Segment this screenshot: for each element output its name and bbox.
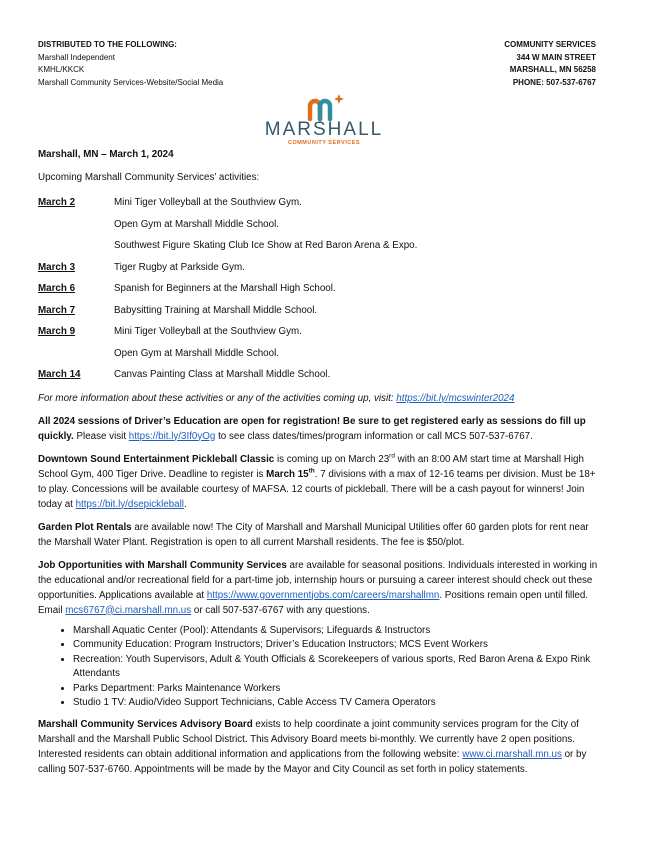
intro-text: Upcoming Marshall Community Services’ activities: bbox=[38, 172, 260, 183]
ordinal-suffix: th bbox=[308, 467, 315, 475]
distribution-line: Marshall Community Services-Website/Social Media bbox=[38, 77, 224, 87]
pickleball-headline: Downtown Sound Entertainment Pickleball Classic bbox=[38, 453, 275, 465]
schedule-row bbox=[38, 260, 603, 282]
advisory-text: exists to help coordinate a joint community services program for the City of Marshall and the Marshall Public School District. This Advisory Board meets bi-monthly. We currently have 2 open positions. Interested residents can obtain additional information and applications from the following website: bbox=[38, 718, 579, 760]
more-info-note bbox=[38, 391, 603, 406]
sender-address bbox=[504, 39, 596, 89]
more-info-link[interactable]: https://bit.ly/mcswinter2024 bbox=[396, 392, 515, 404]
garden-headline: Garden Plot Rentals bbox=[38, 521, 132, 533]
release-body bbox=[38, 147, 603, 785]
jobs-text: or call 507-537-6767 with any questions. bbox=[191, 604, 370, 616]
advisory-link[interactable]: www.ci.marshall.mn.us bbox=[462, 748, 562, 760]
activity-schedule bbox=[38, 195, 603, 389]
logo-subtitle: COMMUNITY SERVICES bbox=[287, 140, 361, 146]
schedule-row bbox=[38, 367, 603, 389]
schedule-event: Tiger Rugby at Parkside Gym. bbox=[114, 261, 245, 273]
sender-city: MARSHALL, MN 56258 bbox=[509, 65, 596, 74]
sender-org: COMMUNITY SERVICES bbox=[504, 40, 596, 49]
pickleball-text: with an 8:00 AM start time at Marshall High School Gym, 400 Tiger Drive. Deadline to register is bbox=[38, 453, 584, 480]
jobs-email-link[interactable]: mcs6767@ci.marshall.mn.us bbox=[65, 604, 192, 616]
ordinal-suffix: rd bbox=[389, 452, 395, 460]
drivers-ed-link[interactable]: https://bit.ly/3If0yOg bbox=[128, 430, 216, 442]
drivers-ed-text: to see class dates/times/program information or call MCS 507-537-6767. bbox=[215, 430, 533, 442]
schedule-event: Spanish for Beginners at the Marshall High School. bbox=[114, 283, 336, 294]
more-info-text: For more information about these activities or any of the activities coming up, visit: bbox=[38, 392, 397, 404]
list-item: • Marshall Aquatic Center (Pool): Attendants & Supervisors; Lifeguards & Instructors bbox=[73, 624, 603, 639]
schedule-row bbox=[38, 281, 603, 303]
schedule-row bbox=[38, 303, 603, 325]
pickleball-text: . 7 divisions with a max of 12-16 teams per division. Must be 18+ to play. Concessions will be available courtesy of MAFSA. 12 courts of pickleball. There will be a cash payout for winners! Join today at bbox=[38, 468, 596, 510]
schedule-row bbox=[38, 217, 603, 239]
list-item: • Recreation: Youth Supervisors, Adult & Youth Officials & Scorekeepers of various sports, Red Baron Arena & Expo Rink Attendants bbox=[73, 653, 603, 682]
distribution-title: DISTRIBUTED TO THE FOLLOWING: bbox=[38, 40, 177, 49]
pickleball-paragraph bbox=[38, 452, 603, 512]
dateline: Marshall, MN – March 1, 2024 bbox=[38, 149, 174, 160]
logo-wordmark: MARSHALL bbox=[264, 119, 384, 140]
garden-text: are available now! The City of Marshall and Marshall Municipal Utilities offer 60 garden plots for rent near the Marshall Water Plant. Registration is open to all current Marshall residents. The fee is $50/plot. bbox=[38, 521, 589, 548]
list-item: • Parks Department: Parks Maintenance Workers bbox=[73, 682, 603, 697]
pickleball-text: . bbox=[183, 498, 187, 510]
schedule-date: March 3 bbox=[38, 261, 76, 273]
deadline-date: March 15 bbox=[266, 468, 309, 480]
advisory-paragraph bbox=[38, 717, 603, 777]
schedule-date: March 14 bbox=[38, 369, 81, 380]
jobs-headline: Job Opportunities with Marshall Community Services bbox=[38, 559, 287, 571]
advisory-text: or by calling 507-537-6760. Appointments will be made by the Mayor and City Council as set forth in policy statements. bbox=[38, 748, 587, 775]
garden-paragraph bbox=[38, 520, 603, 550]
distribution-list bbox=[38, 39, 223, 89]
list-item: • Studio 1 TV: Audio/Video Support Technicians, Cable Access TV Camera Operators bbox=[73, 696, 603, 711]
distribution-line: Marshall Independent bbox=[38, 52, 115, 62]
schedule-row bbox=[38, 238, 603, 260]
sender-street: 344 W MAIN STREET bbox=[516, 52, 596, 62]
jobs-paragraph bbox=[38, 558, 603, 618]
advisory-headline: Marshall Community Services Advisory Board bbox=[38, 718, 253, 730]
drivers-ed-headline: All 2024 sessions of Driver’s Education are open for registration! Be sure to get registered early as sessions do fill up quickly. bbox=[38, 415, 586, 442]
pickleball-text: is coming up on March 23 bbox=[274, 453, 390, 465]
pickleball-link[interactable]: https://bit.ly/dsepickleball bbox=[75, 498, 184, 510]
schedule-event: Southwest Figure Skating Club Ice Show at Red Baron Arena & Expo. bbox=[114, 240, 418, 251]
schedule-event: Mini Tiger Volleyball at the Southview Gym. bbox=[114, 326, 302, 337]
logo-m-icon bbox=[262, 92, 386, 122]
drivers-ed-text: Please visit bbox=[73, 430, 129, 442]
schedule-row bbox=[38, 346, 603, 368]
schedule-date: March 7 bbox=[38, 304, 76, 316]
schedule-row bbox=[38, 195, 603, 217]
jobs-text: are available for seasonal positions. Individuals interested in working in the educational and/or recreational field for a part-time job, internship hours or pursuing a career interest should check out these opportunities. Applications available at bbox=[38, 559, 598, 601]
list-item: • Community Education: Program Instructors; Driver’s Education Instructors; MCS Event Workers bbox=[73, 638, 603, 653]
sender-phone: PHONE: 507-537-6767 bbox=[512, 77, 596, 87]
schedule-event: Open Gym at Marshall Middle School. bbox=[114, 347, 279, 359]
pickleball-deadline bbox=[266, 469, 315, 480]
schedule-date: March 2 bbox=[38, 197, 76, 208]
schedule-row bbox=[38, 324, 603, 346]
schedule-event: Babysitting Training at Marshall Middle School. bbox=[114, 304, 318, 316]
schedule-date: March 9 bbox=[38, 326, 76, 337]
drivers-ed-paragraph bbox=[38, 414, 603, 444]
distribution-line: KMHL/KKCK bbox=[38, 65, 85, 74]
schedule-event: Canvas Painting Class at Marshall Middle School. bbox=[114, 369, 331, 380]
marshall-logo bbox=[262, 92, 386, 150]
schedule-event: Open Gym at Marshall Middle School. bbox=[114, 218, 279, 230]
schedule-event: Mini Tiger Volleyball at the Southview Gym. bbox=[114, 197, 302, 208]
job-positions-list bbox=[38, 624, 603, 711]
jobs-text: . Positions remain open until filled. Email bbox=[38, 589, 589, 616]
schedule-date: March 6 bbox=[38, 283, 76, 294]
jobs-careers-link[interactable]: https://www.governmentjobs.com/careers/marshallmn bbox=[206, 589, 440, 601]
